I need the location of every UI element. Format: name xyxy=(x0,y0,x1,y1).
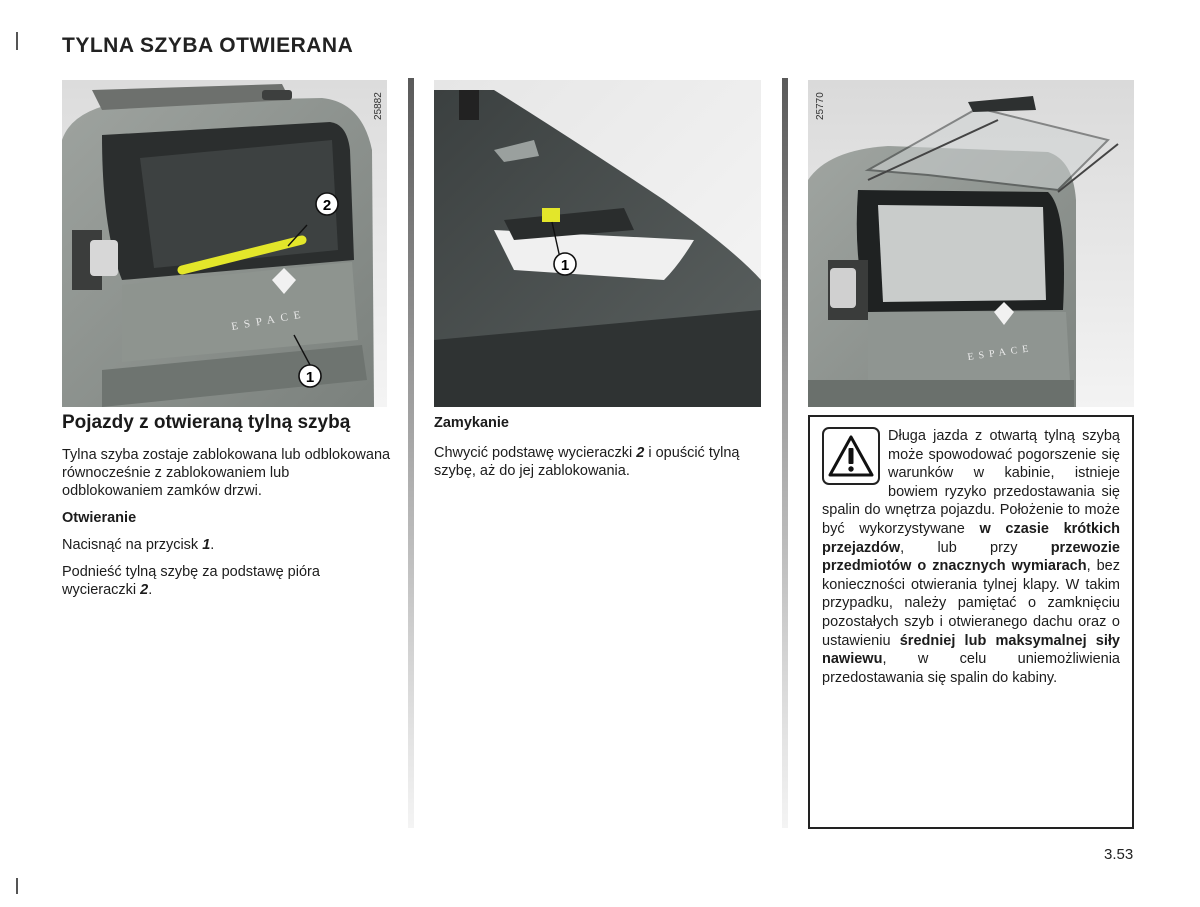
middle-text-column xyxy=(434,414,764,489)
callout-1: 1 xyxy=(560,257,570,274)
opening-heading: Otwieranie xyxy=(62,510,137,526)
closing-text: Chwycić podstawę wycieraczki xyxy=(434,445,637,461)
item-ref: 2 xyxy=(636,445,645,461)
binding-mark-bottom xyxy=(16,878,18,894)
left-text-column xyxy=(62,414,392,608)
warning-emphasis: przewozie przedmiotów o znacznych wymiarach xyxy=(822,539,1120,575)
callout-1: 1 xyxy=(305,369,315,386)
closing-text: i opuścić tylną szybę, aż do jej zablokowania. xyxy=(434,445,740,479)
callout-2: 2 xyxy=(322,197,332,214)
page-title: TYLNA SZYBA OTWIERANA xyxy=(62,34,354,57)
warning-text: , w celu uniemożliwienia przedostawania się spalin do kabiny. xyxy=(822,651,1120,686)
step-end: . xyxy=(210,537,215,553)
rear-window-open-photo xyxy=(808,80,1134,407)
column-divider xyxy=(408,78,414,828)
espace-badge: ESPACE xyxy=(230,307,308,333)
opening-step-1 xyxy=(62,536,392,554)
step-end: . xyxy=(148,582,153,598)
column-divider xyxy=(782,78,788,828)
warning-triangle-icon xyxy=(822,427,880,485)
warning-box xyxy=(808,415,1134,829)
intro-paragraph: Tylna szyba zostaje zablokowana lub odblokowana równocześnie z zablokowaniem lub odblokowaniem zamków drzwi. xyxy=(62,447,391,499)
item-ref: 1 xyxy=(202,537,211,553)
rear-window-closed-photo xyxy=(62,80,387,407)
step-text: Podnieść tylną szybę za podstawę pióra wycieraczki xyxy=(62,564,320,598)
warning-text: , lub przy xyxy=(900,539,1051,556)
warning-emphasis: średniej lub maksymalnej siły nawiewu xyxy=(822,632,1120,668)
figure-ref-code: 25882 xyxy=(373,92,384,120)
opening-step-2 xyxy=(62,563,392,599)
closing-heading: Zamykanie xyxy=(434,415,509,431)
warning-emphasis: w czasie krótkich przejazdów xyxy=(822,520,1120,556)
step-text: Nacisnąć na przycisk xyxy=(62,537,203,553)
espace-badge: ESPACE xyxy=(966,342,1035,363)
warning-text: Długa jazda z otwartą tylną szybą może spowodować pogorszenie się warunków w kabinie, istnieje bowiem ryzyko przedostawania się spalin do wnętrza pojazdu. Położenie to może być wykorzystywane xyxy=(822,428,1120,537)
binding-mark-top xyxy=(16,32,18,50)
section-heading: Pojazdy z otwieraną tylną szybą xyxy=(62,412,351,433)
warning-text: , bez konieczności otwierania tylnej klapy. W takim przypadku, należy pamiętać o zamknięciu pozostałych szyb i otwieranego dachu oraz o ustawieniu xyxy=(822,558,1120,649)
item-ref: 2 xyxy=(140,582,149,598)
tailgate-button-closeup-photo xyxy=(434,80,761,407)
closing-paragraph xyxy=(434,444,764,480)
page-number: 3.53 xyxy=(1104,846,1134,863)
figure-ref-code: 25770 xyxy=(815,92,826,120)
